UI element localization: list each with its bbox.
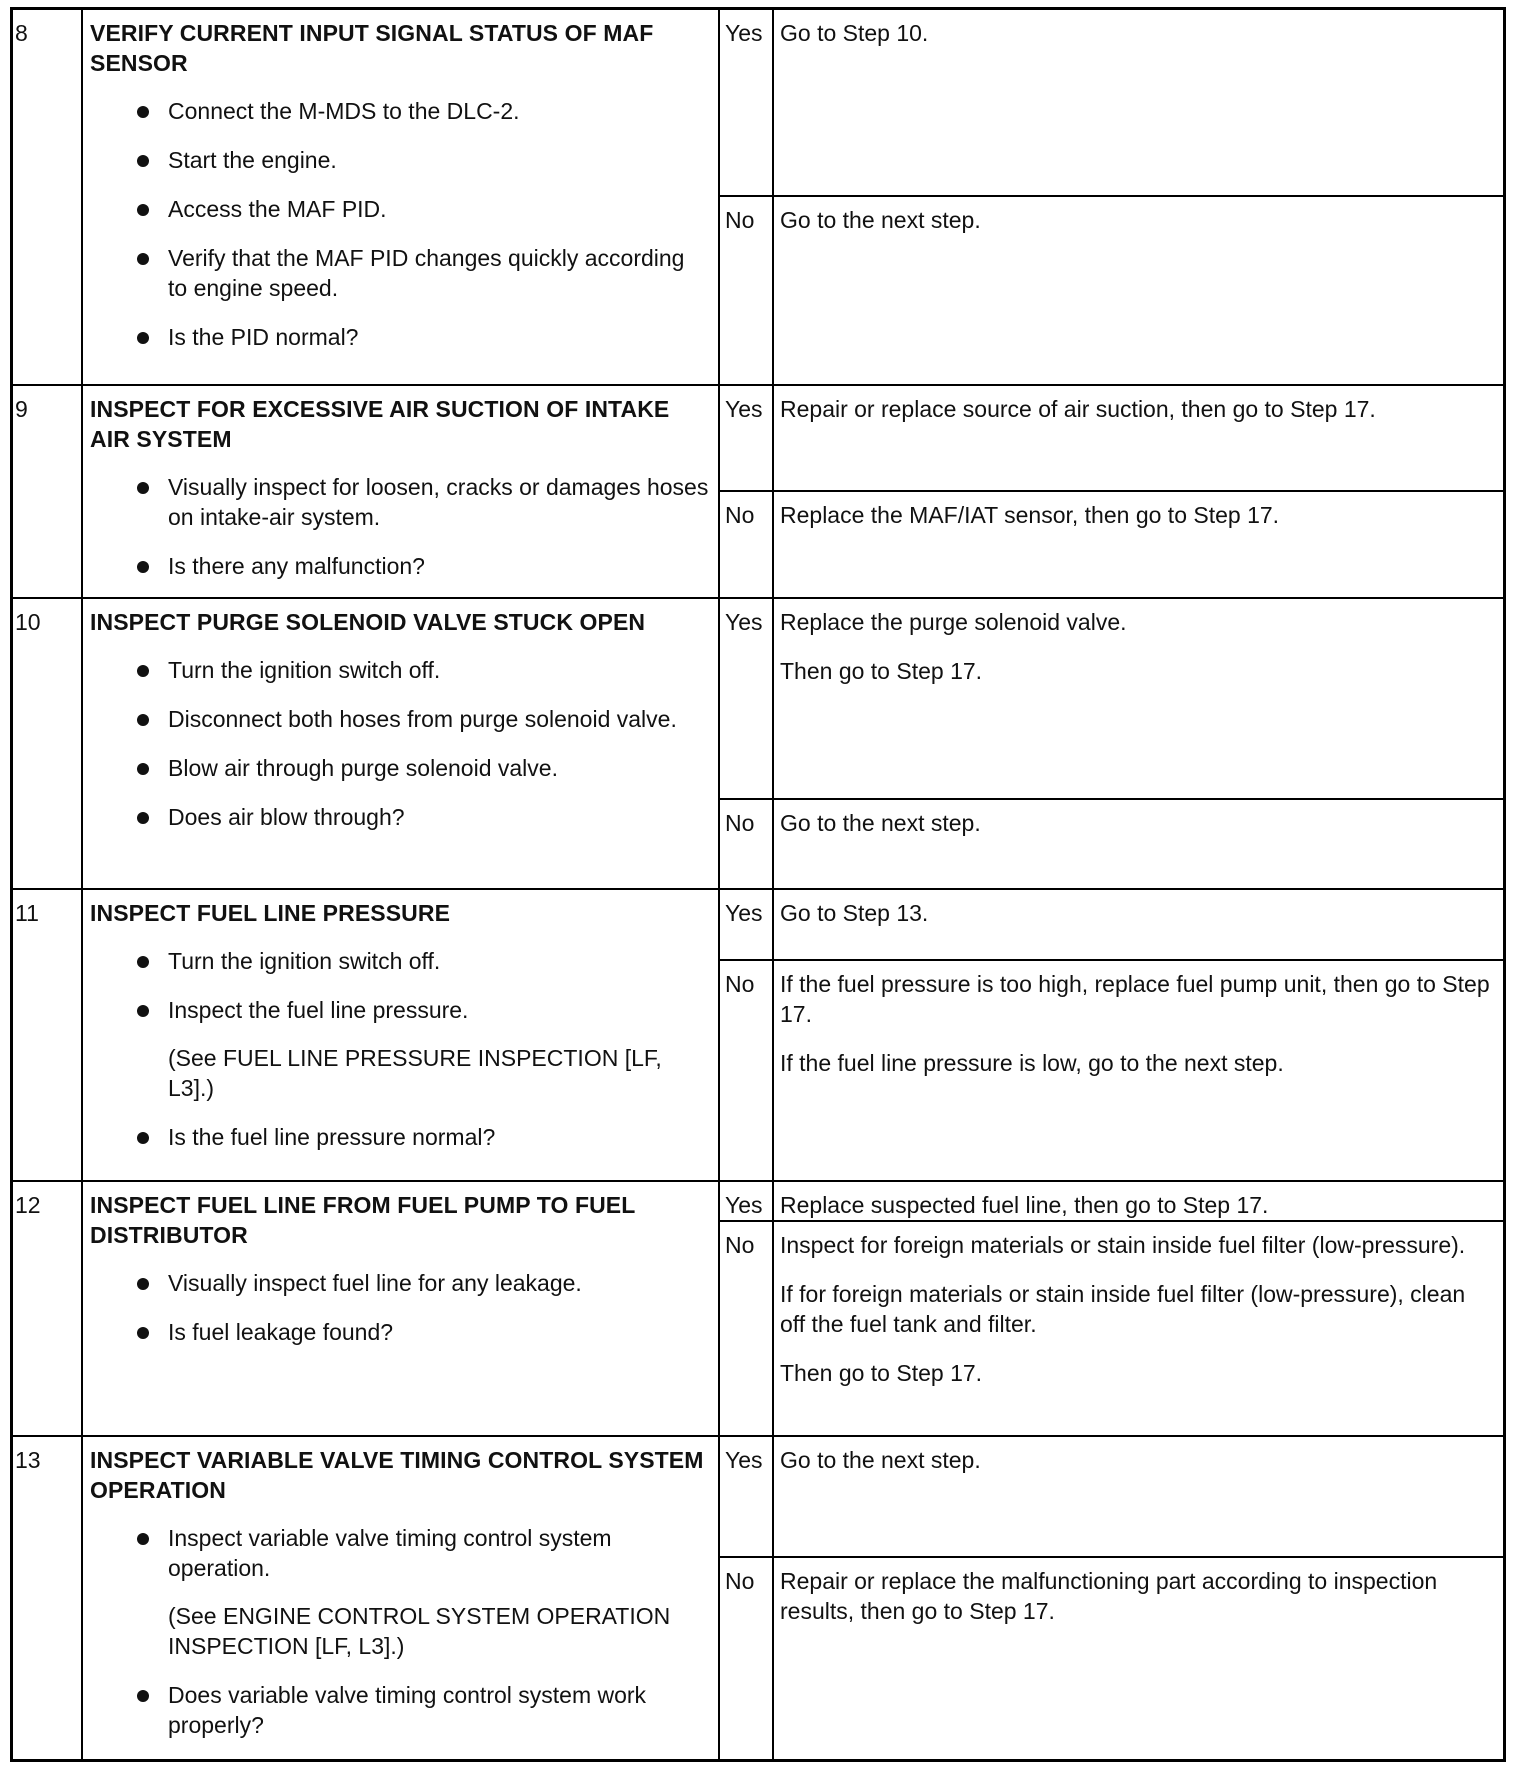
action-item: Inspect the fuel line pressure. [90,995,709,1025]
step-number: 8 [15,20,28,46]
result-text: Then go to Step 17. [780,658,983,684]
action-item: Turn the ignition switch off. [90,655,709,685]
action-item: Does variable valve timing control system work properly? [90,1680,709,1740]
result-text: Go to the next step. [780,207,981,233]
step-number-cell [13,386,84,424]
no-label: No [725,1568,755,1594]
yes-label: Yes [725,609,763,635]
result-text: Go to the next step. [780,810,981,836]
no-label: No [725,1232,755,1258]
step-procedure [84,890,719,1171]
action-item: Does air blow through? [90,802,709,832]
reference-note: (See ENGINE CONTROL SYSTEM OPERATION INSPECTION [LF, L3].) [168,1603,671,1659]
no-result [774,197,1504,254]
yes-result [774,386,1504,443]
yes-label: Yes [725,900,763,926]
action-list [90,1523,709,1740]
yes-result [774,10,1504,67]
yes-label: Yes [725,396,763,422]
yes-result [774,1437,1504,1494]
action-list [90,1268,709,1347]
yes-label: Yes [725,20,763,46]
no-result [774,1558,1504,1645]
action-item: Start the engine. [90,145,709,175]
result-text: Repair or replace the malfunctioning part according to inspection results, then go to Step 17. [780,1568,1438,1624]
action-item: Turn the ignition switch off. [90,946,709,976]
no-result [774,1222,1504,1407]
step-title: INSPECT FOR EXCESSIVE AIR SUCTION OF INTAKE AIR SYSTEM [90,396,670,452]
step-title: INSPECT PURGE SOLENOID VALVE STUCK OPEN [90,609,646,635]
step-title: INSPECT FUEL LINE FROM FUEL PUMP TO FUEL DISTRIBUTOR [90,1192,635,1248]
action-item: Disconnect both hoses from purge solenoid valve. [90,704,709,734]
action-item: Is the PID normal? [90,322,709,352]
yes-result [774,599,1504,705]
result-text: Go to Step 10. [780,20,929,46]
step-title: INSPECT VARIABLE VALVE TIMING CONTROL SYSTEM OPERATION [90,1447,704,1503]
step-number: 10 [15,609,41,635]
step-number-cell [13,10,84,384]
action-item: Visually inspect fuel line for any leakage. [90,1268,709,1298]
action-item: Access the MAF PID. [90,194,709,224]
action-item: Blow air through purge solenoid valve. [90,753,709,783]
step-procedure [84,1437,719,1759]
result-text: Replace suspected fuel line, then go to Step 17. [780,1192,1269,1218]
action-item: Connect the M-MDS to the DLC-2. [90,96,709,126]
no-result [774,800,1504,857]
step-procedure [84,10,719,384]
reference-note: (See FUEL LINE PRESSURE INSPECTION [LF, L3].) [168,1045,662,1101]
step-title: INSPECT FUEL LINE PRESSURE [90,900,451,926]
step-number: 9 [15,396,28,422]
step-number: 12 [15,1192,41,1218]
result-text: Then go to Step 17. [780,1360,983,1386]
yes-result [774,890,1504,947]
step-number-cell [13,1437,84,1475]
yes-label: Yes [725,1447,763,1473]
step-procedure [84,386,719,600]
no-label: No [725,502,755,528]
action-list [90,946,709,1152]
action-item: Is the fuel line pressure normal? [90,1122,709,1152]
action-list [90,472,709,581]
action-item: Inspect variable valve timing control system operation. [90,1523,709,1583]
column-divider [772,10,774,1759]
result-text: If for foreign materials or stain inside fuel filter (low-pressure), clean off the fuel tank and filter. [780,1281,1466,1337]
step-title: VERIFY CURRENT INPUT SIGNAL STATUS OF MAF SENSOR [90,20,654,76]
step-number-cell [13,599,84,637]
yes-label: Yes [725,1192,763,1218]
step-procedure [84,1182,719,1366]
result-text: If the fuel pressure is too high, replace fuel pump unit, then go to Step 17. [780,971,1490,1027]
result-text: Replace the MAF/IAT sensor, then go to Step 17. [780,502,1280,528]
result-text: Go to the next step. [780,1447,981,1473]
step-number-cell [13,1182,84,1220]
action-item: Verify that the MAF PID changes quickly according to engine speed. [90,243,709,303]
step-procedure [84,599,719,851]
no-label: No [725,971,755,997]
troubleshooting-table [10,7,1506,1762]
step-number: 11 [15,900,39,926]
action-list [90,96,709,352]
result-text: Replace the purge solenoid valve. [780,609,1127,635]
action-item: Is fuel leakage found? [90,1317,709,1347]
no-result [774,492,1504,549]
step-number-cell [13,890,84,928]
action-item: Is there any malfunction? [90,551,709,581]
no-label: No [725,207,755,233]
result-text: Go to Step 13. [780,900,929,926]
action-item: Visually inspect for loosen, cracks or damages hoses on intake-air system. [90,472,709,532]
result-text: If the fuel line pressure is low, go to the next step. [780,1050,1284,1076]
result-text: Inspect for foreign materials or stain inside fuel filter (low-pressure). [780,1232,1466,1258]
step-number: 13 [15,1447,41,1473]
result-text: Repair or replace source of air suction, then go to Step 17. [780,396,1376,422]
no-label: No [725,810,755,836]
action-list [90,655,709,832]
no-result [774,961,1504,1097]
